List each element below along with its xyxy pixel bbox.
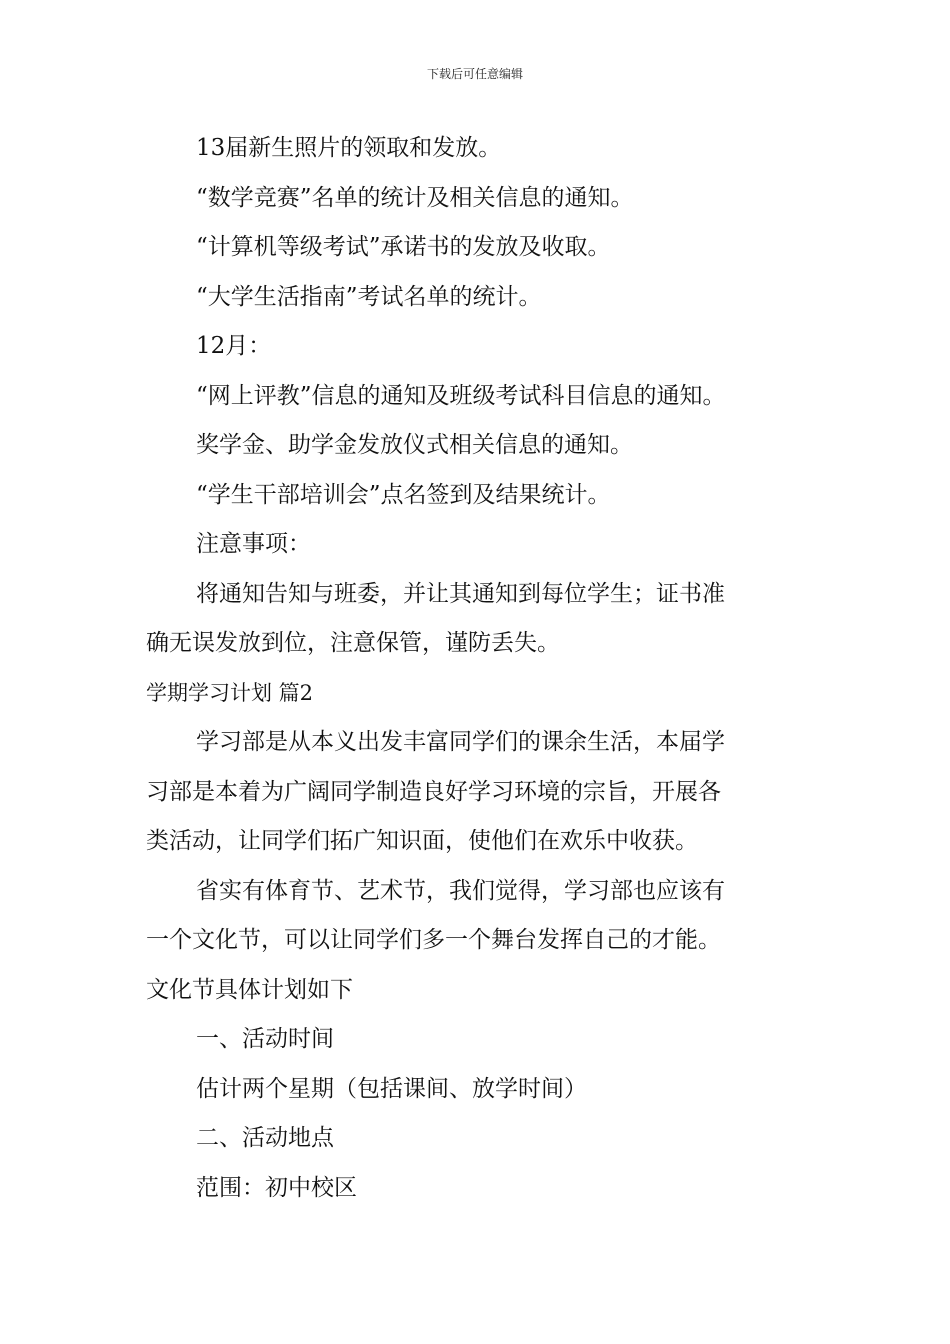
text-line: 文化节具体计划如下 (146, 976, 353, 1003)
text-line: “学生干部培训会”点名签到及结果统计。 (196, 481, 611, 508)
text-line: 注意事项： (196, 531, 311, 557)
document-body (146, 133, 811, 1222)
text-line: 类活动，让同学们拓广知识面，使他们在欢乐中收获。 (146, 828, 698, 854)
text-line: 确无误发放到位，注意保管，谨防丢失。 (146, 630, 560, 656)
text-line: 二、活动地点 (196, 1125, 334, 1151)
text-line: 习部是本着为广阔同学制造良好学习环境的宗旨，开展各 (146, 778, 721, 805)
text-line: 估计两个星期（包括课间、放学时间） (196, 1075, 587, 1102)
text-line: 奖学金、助学金发放仪式相关信息的通知。 (196, 432, 633, 458)
text-line: “大学生活指南”考试名单的统计。 (196, 283, 542, 310)
text-line: “数学竞赛”名单的统计及相关信息的通知。 (196, 184, 634, 211)
text-line: 一个文化节，可以让同学们多一个舞台发挥自己的才能。 (146, 927, 721, 953)
page-header-note: 下载后可任意编辑 (426, 67, 523, 81)
text-line: 12月： (196, 333, 272, 359)
text-line: 范围：初中校区 (196, 1174, 357, 1201)
text-line: “网上评教”信息的通知及班级考试科目信息的通知。 (196, 382, 726, 409)
section-heading: 学期学习计划 篇2 (146, 680, 314, 705)
text-line: 13届新生照片的领取和发放。 (196, 135, 502, 161)
text-line: 学习部是从本义出发丰富同学们的课余生活，本届学 (196, 729, 725, 755)
text-line: “计算机等级考试”承诺书的发放及收取。 (196, 234, 611, 260)
text-line: 将通知告知与班委，并让其通知到每位学生；证书准 (196, 580, 725, 607)
text-line: 省实有体育节、艺术节，我们觉得，学习部也应该有 (196, 877, 725, 904)
text-line: 一、活动时间 (196, 1026, 334, 1052)
